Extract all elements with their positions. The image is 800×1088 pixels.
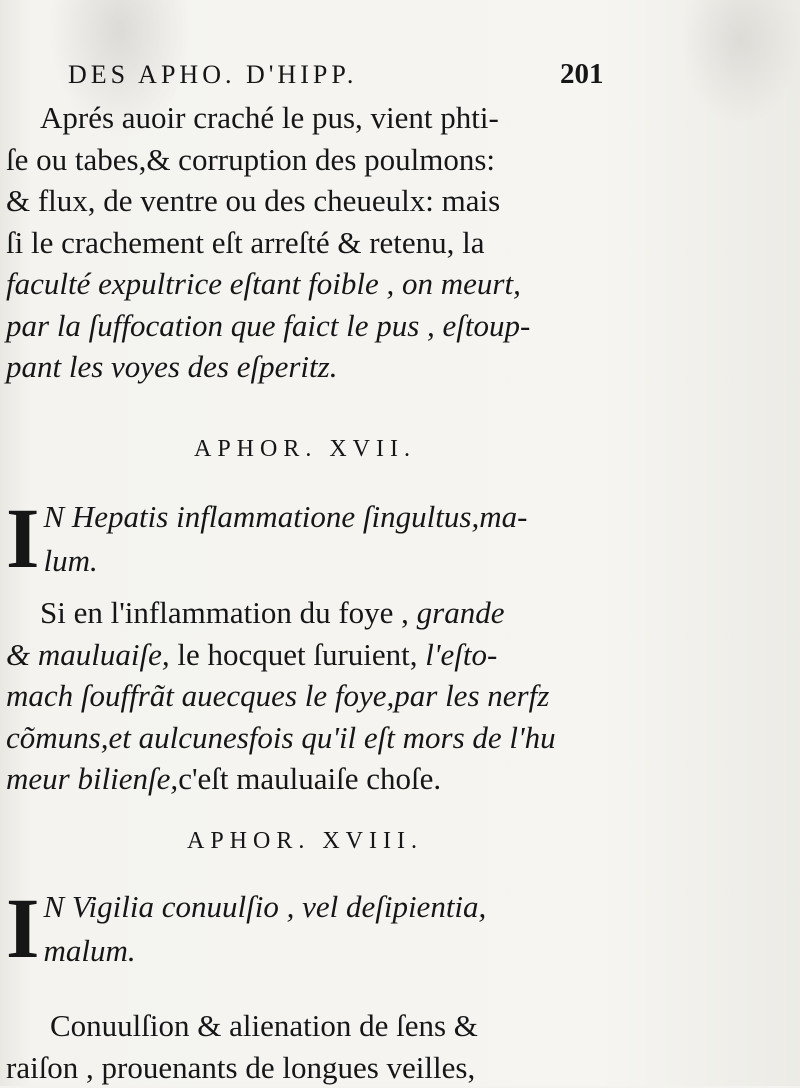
drop-cap: I [6, 499, 39, 577]
latin-line: lum. [43, 543, 97, 578]
text-run: le hocquet ſuruient, [170, 637, 418, 672]
text-line: cõmuns,et aulcunesfois qu'il eſt mors de l'hu [6, 717, 616, 759]
aphorism-heading-18: APHOR. XVIII. [0, 828, 610, 855]
latin-aphorism-18 [6, 885, 626, 973]
text-run-italic: l'eſto- [418, 637, 498, 672]
text-line: Conuulſion & alienation de ſens & [6, 1005, 616, 1047]
paragraph-commentary-17 [6, 592, 616, 800]
text-line: pant les voyes des eſperitz. [6, 346, 616, 388]
text-line: mach ſouffrãt auecques le foye,par les nerfz [6, 675, 616, 717]
latin-line: malum. [43, 933, 135, 968]
page-number: 201 [560, 58, 604, 91]
text-line: & flux, de ventre ou des cheueulx: mais [6, 180, 616, 222]
text-run-italic: meur bilienſe, [6, 761, 178, 796]
text-line [6, 634, 616, 676]
latin-line: N Vigilia conuulſio , vel deſipientia, [43, 889, 486, 924]
running-head [0, 60, 800, 100]
text-line: Aprés auoir craché le pus, vient phti- [6, 97, 616, 139]
text-line [6, 758, 616, 800]
text-line: ſe ou tabes,& corruption des poulmons: [6, 139, 616, 181]
paragraph-commentary-18 [6, 1005, 616, 1088]
latin-line: N Hepatis inflammatione ſingultus,ma- [43, 499, 527, 534]
aphorism-heading-17: APHOR. XVII. [0, 436, 610, 463]
running-head-title: DES APHO. D'HIPP. [68, 60, 357, 90]
text-line: faculté expultrice eſtant foible , on meurt, [6, 263, 616, 305]
text-run: Si en l'inflammation du foye , [40, 595, 409, 630]
text-line [6, 592, 616, 634]
text-line: raiſon , prouenants de longues veilles, [6, 1047, 616, 1088]
text-run-italic: & mauluaiſe, [6, 637, 170, 672]
paragraph-commentary-16 [6, 97, 616, 388]
text-line: ſi le crachement eſt arreſté & retenu, la [6, 222, 616, 264]
text-run-italic: grande [409, 595, 505, 630]
text-line: par la ſuffocation que faict le pus , eſtoup- [6, 305, 616, 347]
drop-cap: I [6, 889, 39, 967]
latin-aphorism-17 [6, 495, 626, 583]
text-run: c'eſt mauluaiſe choſe. [178, 761, 441, 796]
